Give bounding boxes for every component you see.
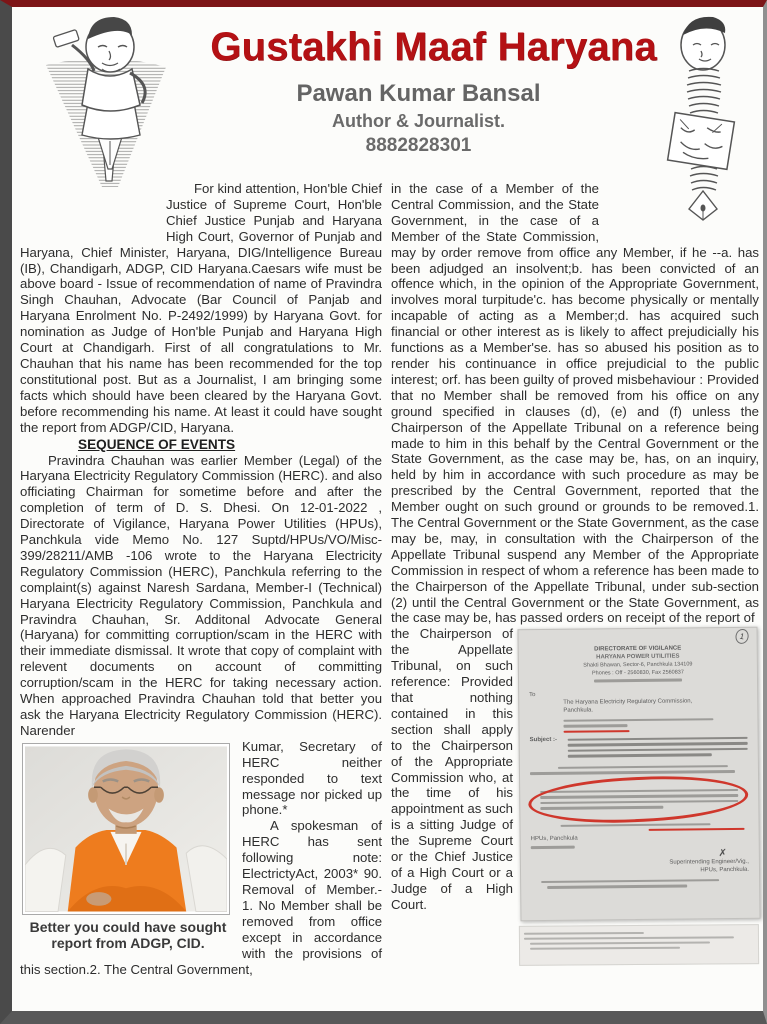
paragraph-spokesman: A spokesman of HERC has sent following note: ElectrictyAct, 2003* 90. Removal of Member.- 1. No Member shall be removed from office except in accordance with the provisions of this section.2. The Central Government, <box>20 818 383 977</box>
scan-text-line <box>530 770 735 775</box>
section-heading: SEQUENCE OF EVENTS <box>78 436 236 452</box>
scanned-letter <box>517 627 760 921</box>
portrait-figure <box>22 743 234 952</box>
scan-text-line <box>563 724 627 727</box>
scan-text-line <box>530 947 680 950</box>
scan-subject-label: Subject :- <box>529 736 558 744</box>
scan-text-line <box>563 718 713 722</box>
column-right <box>391 181 759 977</box>
photo-caption: Better you could have sought report from ADGP, CID. <box>29 918 227 952</box>
scan-red-underline <box>564 730 630 733</box>
scan-text-line <box>530 942 710 945</box>
scan-text-line <box>547 885 687 889</box>
paragraph-sequence-cont: Kumar, Secretary of HERC neither responded to text message nor picked up phone.* <box>242 738 383 818</box>
scan-letterhead-line: DIRECTORATE OF VIGILANCE <box>594 645 682 653</box>
scan-text-line <box>568 742 748 746</box>
paragraph-intro: For kind attention, Hon'ble Chief Justice of Supreme Court, Hon'ble Chief Justice Punjab and Haryana High Court, Governor of Punjab and Haryana, Chief Minister, Haryana, DIG/Intelligence Bureau (IB), Chandigarh, ADGP, CID Haryana.Caesars wife must be above board - Issue of recommendation of name of Pravindra Singh Chauhan, Advocate (Bar Council of Panjab and Haryana Enrolment No. P-2492/1999) by Haryana Govt. for nomination as Judge of Hon'ble Punjab and Haryana High Court at Chandigarh. First of all congratulations to Mr. Chauhan that his name has been recommended for the top constitutional post. But as a Journalist, I am bringing some facts which should have been cleared by the Haryana Govt. before recommending his name. At least it could have sought the report from ADGP/CID, Haryana. <box>20 181 383 435</box>
author-role: Author & Journalist. <box>331 111 505 131</box>
page-title: Gustakhi Maaf Haryana <box>210 25 657 69</box>
paragraph-act-text-cont: the Chairperson of the Appellate Tribunal, on such reference: Provided that nothing contained in this section shall apply to the Chairperson of the Appropriate Commission who, at the time of his appointment as such is a sitting Judge of the Supreme Court or the Chief Justice of a High Court or a Judge of a High Court. <box>391 626 513 912</box>
scan-text-line <box>568 737 748 741</box>
scan-text-line <box>568 748 748 752</box>
article-body <box>18 173 759 977</box>
scan-text-line <box>558 765 728 769</box>
scan-org-line: HPUs, Panchkula <box>530 836 578 843</box>
scan-letterhead-line: Shakti Bhawan, Sector-6, Panchkula 134109 <box>583 661 693 669</box>
scan-letterhead-line: HARYANA POWER UTILITIES <box>596 653 680 661</box>
author-phone: 8882828301 <box>365 135 472 156</box>
scan-letterhead-line: Phones : Off - 2560830, Fax 2560837 <box>591 669 684 677</box>
scan-to-line: Panchkula. <box>563 707 594 714</box>
caricature-screw-faces-icon <box>641 13 759 223</box>
paragraph-act-text: in the case of a Member of the Central Commission, and the State Government, in the case of a Member of the State Commission, may by order remove from office any Member, if he --a. has been adjudged an insolvent;b. has been convicted of an offence which, in the opinion of the Appropriate Government, involves moral turpitude'c. has become physically or mentally incapable of acting as a Member;d. has acquired such financial or other interest as is likely to affect prejudicially his functions as a Member'se. has so abused his position as to render his continuance in office prejudicial to the public interest; orf. has been guilty of proved misbehaviour : Provided that no Member shall be removed from his office on any ground specified in clauses (d), (e) and (f) unless the Chairperson of the Appellate Tribunal on a reference being made to him in this behalf by the Central Government or the State Government, as the case may be, has, on an inquiry, held by him in accordance with such procedure as may be prescribed by the Central Government, reported that the Member ought on such ground or grounds to be removed.1. The Central Government or the State Government, as the case may be, may, in consultation with the Chairperson of the Appellate Tribunal suspend any Member of the Appropriate Commission in respect of whom a reference has been made to the Chairperson of the Appellate Tribunal, under sub-section (2) until the Central Government or the State Government, as the case may be, has passed orders on receipt of the report of <box>391 181 759 626</box>
scan-highlighted-paragraph <box>532 781 746 819</box>
scan-text-line <box>541 879 719 883</box>
scan-text-line <box>524 937 734 940</box>
scan-to-line: The Haryana Electricity Regulatory Commission, <box>563 698 693 706</box>
scan-text-line <box>531 846 575 849</box>
scan-page-number: 1 <box>734 628 750 646</box>
article-page <box>12 7 763 1011</box>
scan-text-line <box>594 679 682 682</box>
masthead <box>18 7 759 173</box>
column-left <box>20 181 382 977</box>
scan-signature-scribble: ✗ <box>718 847 727 860</box>
scan-signature-line: Superintending Engineer/Vig., <box>669 858 749 866</box>
paragraph-sequence: Pravindra Chauhan was earlier Member (Legal) of the Haryana Electricity Regulatory Commission (HERC). and also officiating Chairman for sometime before and after the completion of term of D. S. Dhesi. On 12-01-2022 , Directorate of Vigilance, Haryana Power Utilities (HPUs), Panchkula vide Memo No. 127 Suptd/HPUs/VO/Misc-399/28211/AMB -106 wrote to the Haryana Electricity Regulatory Commission (HERC), Panchkula referring to the complaint(s) against Naresh Sardana, Member-I (Technical) Haryana Electricity Regulatory Commission, Panchkula and Pravindra Chauhan, Sr. Additonal Advocate General (Haryana) for committing corruption/scam in the HERC with their immediate dismissal. It wrote that copy of complaint with relevent documents on account of committing corruption/scam in the HERC for taking necessary action. When approached Pravindra Chauhan told that better you ask the Haryana Electricity Regulatory Commission (HERC). Narender <box>20 452 383 738</box>
politician-portrait-photo <box>22 743 230 915</box>
scan-text-line <box>561 823 711 827</box>
author-name: Pawan Kumar Bansal <box>296 80 541 107</box>
scan-email-footer <box>519 925 759 967</box>
letter-scan-figure <box>519 628 759 965</box>
scan-text-line <box>568 754 712 758</box>
scan-text-line <box>524 932 644 935</box>
caricature-man-on-pen-icon <box>32 9 182 201</box>
scan-to-label: To <box>529 691 536 699</box>
red-oval-annotation <box>527 772 749 827</box>
scan-signature-line: HPUs, Panchkula. <box>700 866 750 874</box>
scan-red-mark <box>649 828 745 831</box>
